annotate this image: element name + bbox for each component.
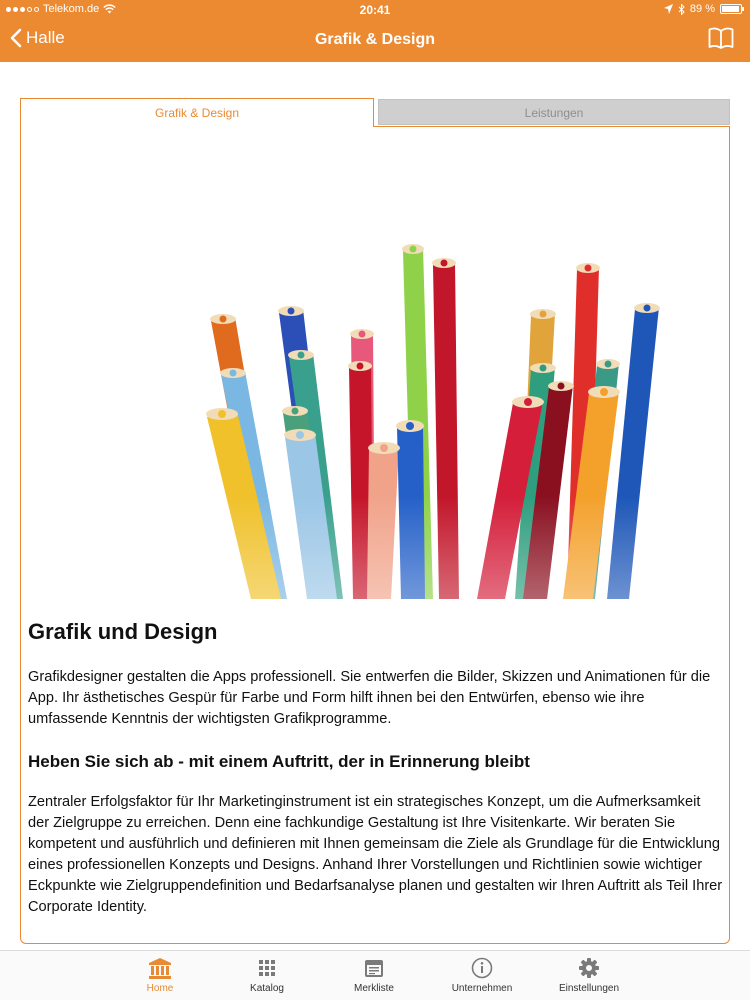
content-panel	[20, 126, 730, 944]
tabbar-item-katalog[interactable]	[222, 957, 312, 994]
top-bar	[0, 0, 750, 62]
article-body: Zentraler Erfolgsfaktor für Ihr Marketinginstrument ist ein strategisches Konzept, um die Aufmerksamkeit der Zielgruppe zu erreichen. Denn eine fachkundige Gestaltung ist Ihre Visitenkarte. Wir beraten Sie kompetent und ausführlich und definieren mit Ihnen gemeinsam die Ziele als Grundlage für die Entwicklung eines professionellen Konzepts und Designs. Anhand Ihrer Vorstellungen und Richtlinien sowie wichtiger Eckpunkte wie Zielgruppendefinition und Bedarfsanalyse planen und gestalten wir Ihren Auftritt als Teil Ihrer Corporate Identity.	[28, 794, 723, 915]
tabbar-label-merkliste: Merkliste	[353, 983, 394, 994]
location-icon	[664, 4, 673, 14]
book-button[interactable]	[708, 27, 734, 54]
back-button-label: Halle	[26, 28, 65, 47]
colored-pencils-image	[187, 187, 707, 599]
page-title: Grafik & Design	[314, 31, 436, 48]
status-time: 20:41	[359, 3, 391, 17]
calendar-icon	[363, 957, 385, 979]
chevron-left-icon	[10, 28, 22, 48]
article	[28, 619, 724, 918]
battery-icon	[720, 4, 742, 14]
article-heading: Grafik und Design	[28, 619, 218, 644]
tabbar-item-merkliste[interactable]	[329, 957, 419, 994]
tabbar-label-einstellungen: Einstellungen	[558, 983, 620, 994]
tabbar-item-unternehmen[interactable]	[437, 957, 527, 994]
tabbar-label-unternehmen: Unternehmen	[451, 983, 513, 994]
building-icon	[148, 957, 172, 979]
status-right	[664, 3, 742, 15]
tabbar-label-katalog: Katalog	[250, 983, 284, 994]
article-subheading: Heben Sie sich ab - mit einem Auftritt, der in Erinnerung bleibt	[28, 752, 530, 771]
info-icon	[471, 957, 493, 979]
tab-grafik-design[interactable]: Grafik & Design	[20, 98, 374, 127]
article-intro: Grafikdesigner gestalten die Apps professionell. Sie entwerfen die Bilder, Skizzen und Animationen für die App. Ihr ästhetisches Gespür für Farbe und Form hilft ihnen bei den Entwürfen, ebenso wie ihre umfassende Kenntnis der wichtigsten Grafikprogramme.	[28, 669, 711, 727]
bottom-tab-bar	[0, 950, 750, 1000]
bluetooth-icon	[678, 4, 685, 15]
grid-icon	[256, 957, 278, 979]
tab-leistungen[interactable]: Leistungen	[378, 99, 730, 125]
book-icon	[708, 27, 734, 49]
gear-icon	[578, 957, 600, 979]
status-bar	[0, 0, 750, 20]
tabbar-item-home[interactable]	[115, 957, 205, 994]
tabbar-label-home: Home	[146, 983, 174, 994]
battery-label: 89 %	[689, 3, 715, 15]
carrier-label: Telekom.de	[43, 3, 100, 15]
back-button[interactable]	[10, 28, 65, 48]
segment-tabs	[20, 98, 730, 126]
tabbar-item-einstellungen[interactable]	[544, 957, 634, 994]
